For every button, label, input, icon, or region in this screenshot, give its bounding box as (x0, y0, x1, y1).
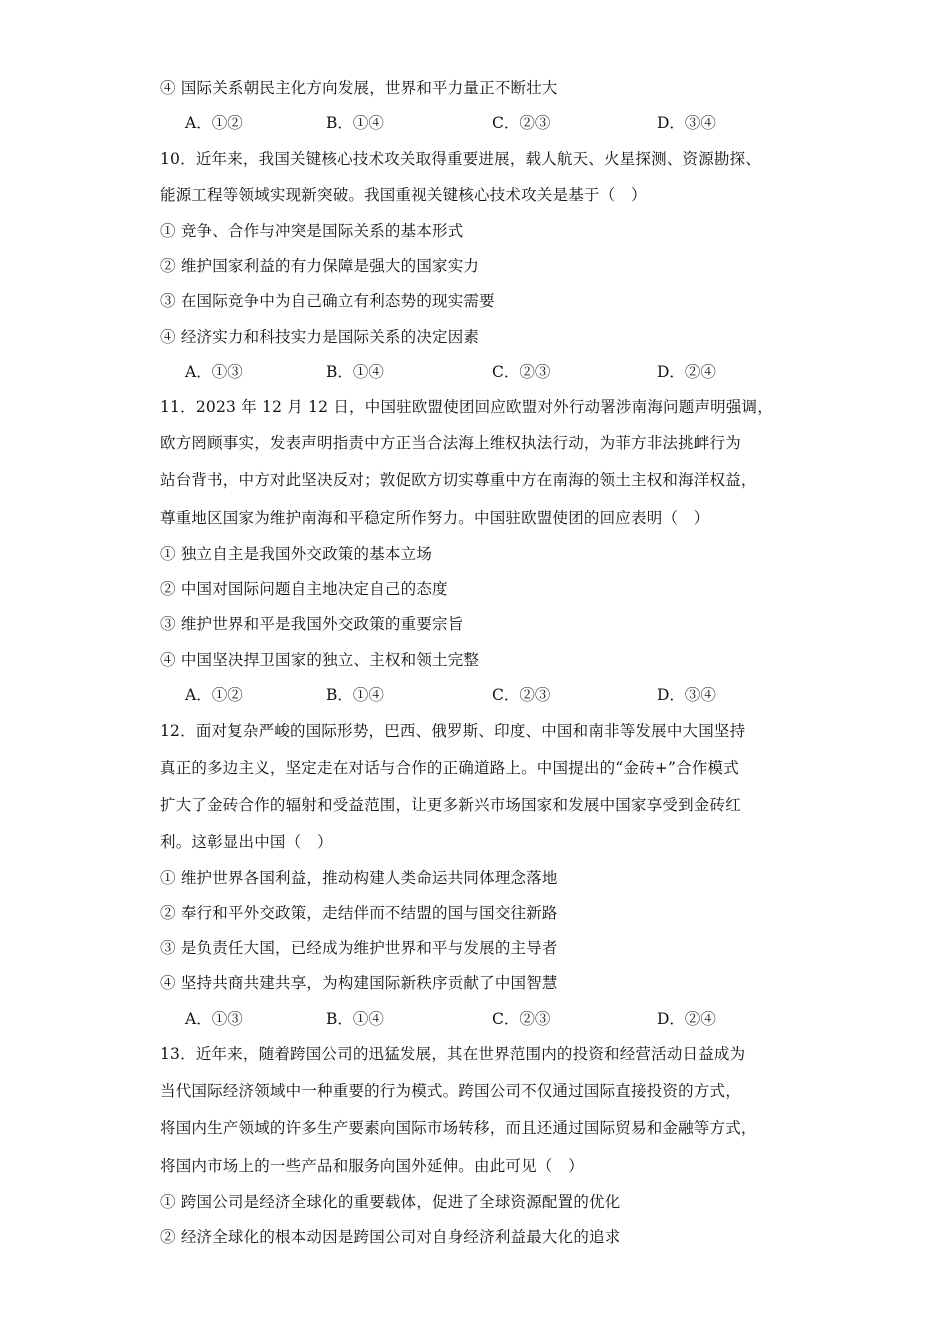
question-10-line-1: 10．近年来，我国关键核心技术攻关取得重要进展，载人航天、火星探测、资源勘探、 (160, 150, 762, 168)
statement-13-2: ② 经济全球化的根本动因是跨国公司对自身经济利益最大化的追求 (160, 1228, 621, 1246)
question-11-line-2: 欧方罔顾事实，发表声明指责中方正当合法海上维权执法行动，为菲方非法挑衅行为 (160, 434, 741, 452)
options-row-12 (160, 1009, 800, 1029)
options-row-11 (160, 685, 800, 705)
option-11-d: D．③④ (657, 686, 716, 704)
option-10-c: C．②③ (492, 363, 551, 381)
option-11-b: B．①④ (326, 686, 384, 704)
question-12-line-3: 扩大了金砖合作的辐射和受益范围，让更多新兴市场国家和发展中国家享受到金砖红 (160, 796, 741, 814)
option-12-d: D．②④ (657, 1010, 716, 1028)
question-10-line-2: 能源工程等领域实现新突破。我国重视关键核心技术攻关是基于（ ） (160, 186, 647, 204)
option-10-a: A．①③ (185, 363, 243, 381)
question-13-line-4: 将国内市场上的一些产品和服务向国外延伸。由此可见（ ） (160, 1157, 584, 1175)
option-11-a: A．①② (185, 686, 243, 704)
statement-11-3: ③ 维护世界和平是我国外交政策的重要宗旨 (160, 615, 464, 633)
question-12-line-1: 12．面对复杂严峻的国际形势，巴西、俄罗斯、印度、中国和南非等发展中大国坚持 (160, 722, 746, 740)
statement-10-4: ④ 经济实力和科技实力是国际关系的决定因素 (160, 328, 480, 346)
statement-10-1: ① 竞争、合作与冲突是国际关系的基本形式 (160, 222, 464, 240)
statement-12-3: ③ 是负责任大国，已经成为维护世界和平与发展的主导者 (160, 939, 558, 957)
option-10-d: D．②④ (657, 363, 716, 381)
statement-12-1: ① 维护世界各国利益，推动构建人类命运共同体理念落地 (160, 869, 558, 887)
question-12-line-4: 利。这彰显出中国（ ） (160, 833, 333, 851)
option-9-a: A．①② (185, 114, 243, 132)
question-11-line-4: 尊重地区国家为维护南海和平稳定所作努力。中国驻欧盟使团的回应表明（ ） (160, 509, 710, 527)
statement-13-1: ① 跨国公司是经济全球化的重要载体，促进了全球资源配置的优化 (160, 1193, 621, 1211)
options-row-10 (160, 362, 800, 382)
statement-10-3: ③ 在国际竞争中为自己确立有利态势的现实需要 (160, 292, 495, 310)
question-12-line-2: 真正的多边主义，坚定走在对话与合作的正确道路上。中国提出的“金砖+”合作模式 (160, 759, 739, 777)
option-11-c: C．②③ (492, 686, 551, 704)
question-13-line-1: 13．近年来，随着跨国公司的迅猛发展，其在世界范围内的投资和经营活动日益成为 (160, 1045, 746, 1063)
question-11-line-1: 11．2023 年 12 月 12 日，中国驻欧盟使团回应欧盟对外行动署涉南海问题声明强调， (160, 398, 773, 416)
statement-10-2: ② 维护国家利益的有力保障是强大的国家实力 (160, 257, 480, 275)
statement-11-2: ② 中国对国际问题自主地决定自己的态度 (160, 580, 448, 598)
option-12-c: C．②③ (492, 1010, 551, 1028)
option-9-d: D．③④ (657, 114, 716, 132)
option-9-b: B．①④ (326, 114, 384, 132)
statement-12-2: ② 奉行和平外交政策，走结伴而不结盟的国与国交往新路 (160, 904, 558, 922)
option-12-a: A．①③ (185, 1010, 243, 1028)
statement-9-4: ④ 国际关系朝民主化方向发展，世界和平力量正不断壮大 (160, 79, 558, 97)
statement-12-4: ④ 坚持共商共建共享，为构建国际新秩序贡献了中国智慧 (160, 974, 558, 992)
question-13-line-2: 当代国际经济领域中一种重要的行为模式。跨国公司不仅通过国际直接投资的方式， (160, 1082, 741, 1100)
option-9-c: C．②③ (492, 114, 551, 132)
option-10-b: B．①④ (326, 363, 384, 381)
statement-11-1: ① 独立自主是我国外交政策的基本立场 (160, 545, 433, 563)
question-11-line-3: 站台背书，中方对此坚决反对；敦促欧方切实尊重中方在南海的领土主权和海洋权益， (160, 471, 757, 489)
statement-11-4: ④ 中国坚决捍卫国家的独立、主权和领土完整 (160, 651, 480, 669)
option-12-b: B．①④ (326, 1010, 384, 1028)
question-13-line-3: 将国内生产领域的许多生产要素向国际市场转移，而且还通过国际贸易和金融等方式， (160, 1119, 757, 1137)
options-row-9 (160, 113, 800, 133)
